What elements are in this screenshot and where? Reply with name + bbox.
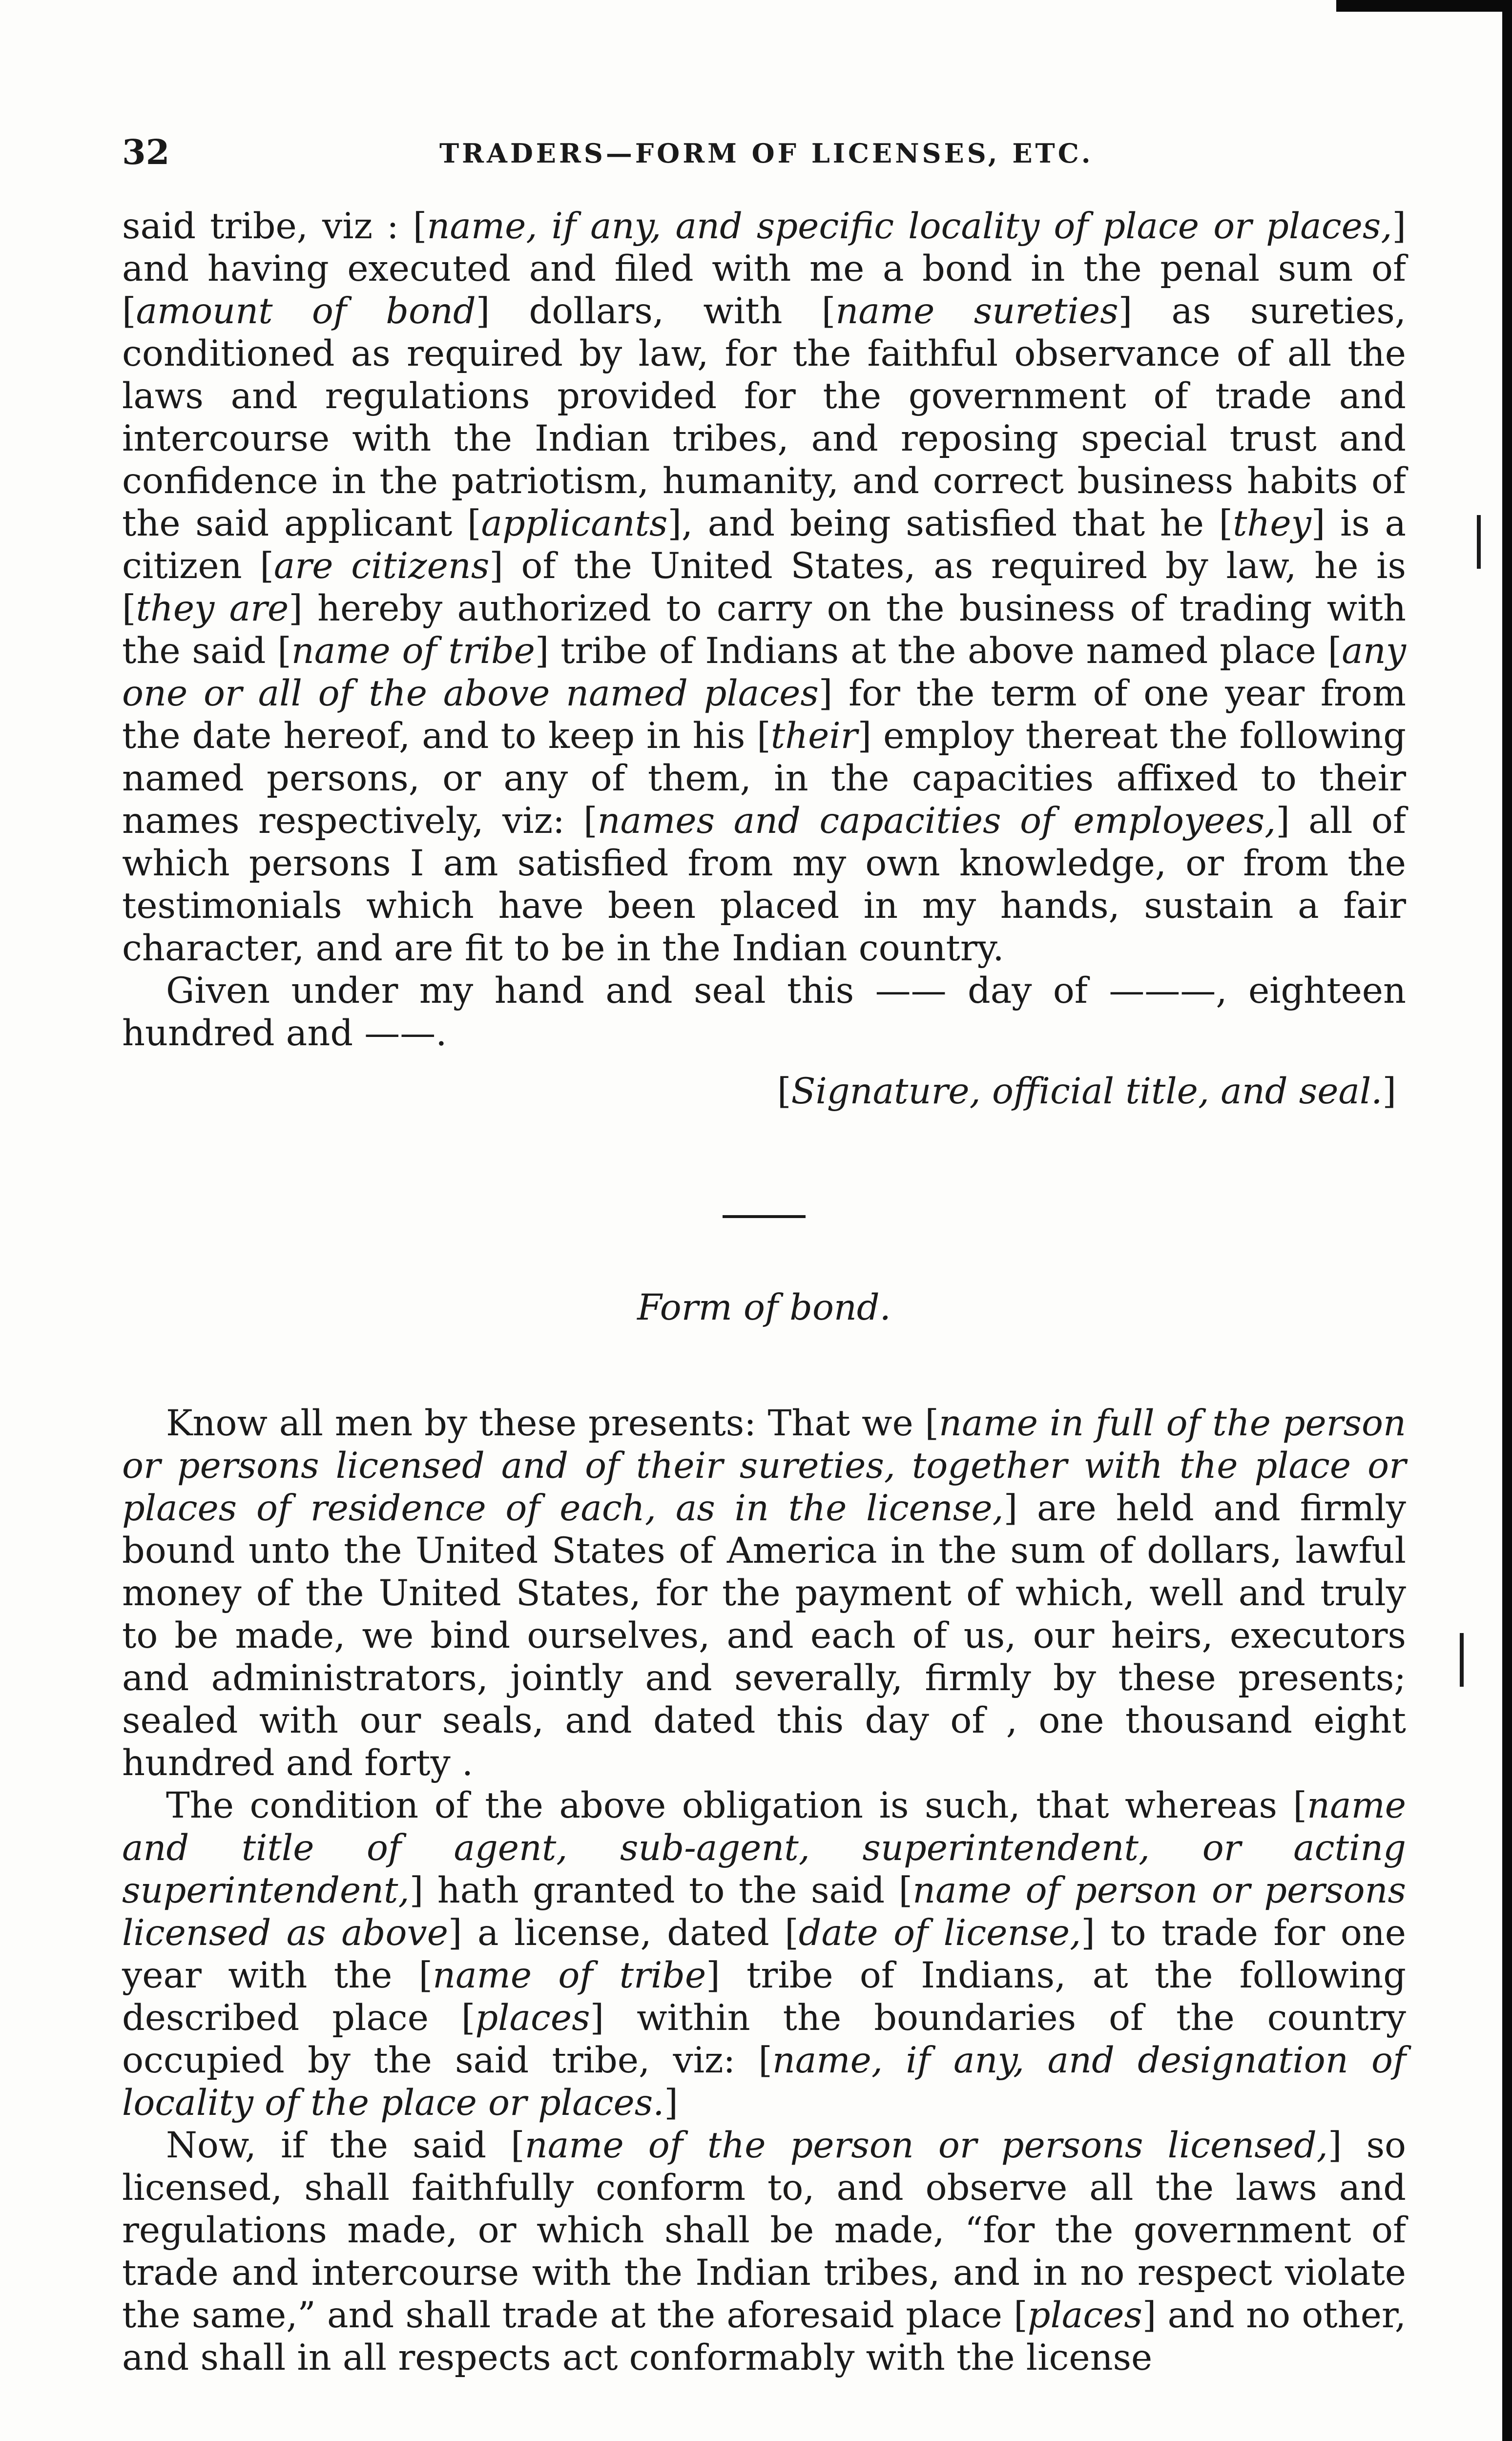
- margin-mark: [1477, 515, 1481, 569]
- bond-paragraph-1: Know all men by these presents: That we [name in full of the person or persons licensed and of their sureties, together with the place or places of residence of each, as in the license,] are held and firmly bound unto the United States of America in the sum of dollars, lawful money of the United States, for the payment of which, well and truly to be made, we bind ourselves, and each of us, our heirs, executors and administrators, jointly and severally, firmly by these presents; sealed with our seals, and dated this day of , one thousand eight hundred and forty .: [122, 1403, 1406, 1784]
- page-header: [122, 132, 1406, 176]
- page-body: [122, 205, 1406, 2379]
- given-under-hand-paragraph: Given under my hand and seal this —— day of ———, eighteen hundred and ——.: [122, 970, 1406, 1054]
- margin-mark: [1460, 1633, 1464, 1687]
- signature-line: [Signature, official title, and seal.]: [777, 1071, 1396, 1112]
- license-continued-paragraph: said tribe, viz : [name, if any, and specific locality of place or places,] and having executed and filed with me a bond in the penal sum of [amount of bond] dollars, with [name sureties] as sureties, conditioned as required by law, for the faithful observance of all the laws and regulations provided for the government of trade and intercourse with the Indian tribes, and reposing special trust and confidence in the patriotism, humanity, and correct business habits of the said applicant [applicants], and being satisfied that he [they] is a citizen [are citizens] of the United States, as required by law, he is [they are] hereby authorized to carry on the business of trading with the said [name of tribe] tribe of Indians at the above named place [any one or all of the above named places] for the term of one year from the date hereof, and to keep in his [their] employ thereat the following named persons, or any of them, in the capacities affixed to their names respectively, viz: [names and capacities of employees,] all of which persons I am satisfied from my own knowledge, or from the testimonials which have been placed in my hands, sustain a fair character, and are fit to be in the Indian country.: [122, 206, 1407, 969]
- scan-edge-top-right: [1336, 0, 1512, 12]
- page-number: 32: [122, 132, 170, 172]
- section-title: Form of bond.: [637, 1287, 891, 1328]
- running-head: TRADERS—FORM OF LICENSES, ETC.: [439, 138, 1094, 169]
- section-divider: [723, 1215, 806, 1218]
- bond-paragraph-3: Now, if the said [name of the person or persons licensed,] so licensed, shall faithfully conform to, and observe all the laws and regulations made, or which shall be made, “for the government of trade and intercourse with the Indian tribes, and in no respect violate the same,” and shall trade at the aforesaid place [places] and no other, and shall in all respects act conformably with the license: [122, 2125, 1406, 2379]
- bond-paragraph-2: The condition of the above obligation is such, that whereas [name and title of agent, sub-agent, superintendent, or acting superintendent,] hath granted to the said [name of person or persons licensed as above] a license, dated [date of license,] to trade for one year with the [name of tribe] tribe of Indians, at the following described place [places] within the boundaries of the country occupied by the said tribe, viz: [name, if any, and designation of locality of the place or places.]: [122, 1785, 1407, 2124]
- scan-edge-right: [1502, 0, 1512, 2441]
